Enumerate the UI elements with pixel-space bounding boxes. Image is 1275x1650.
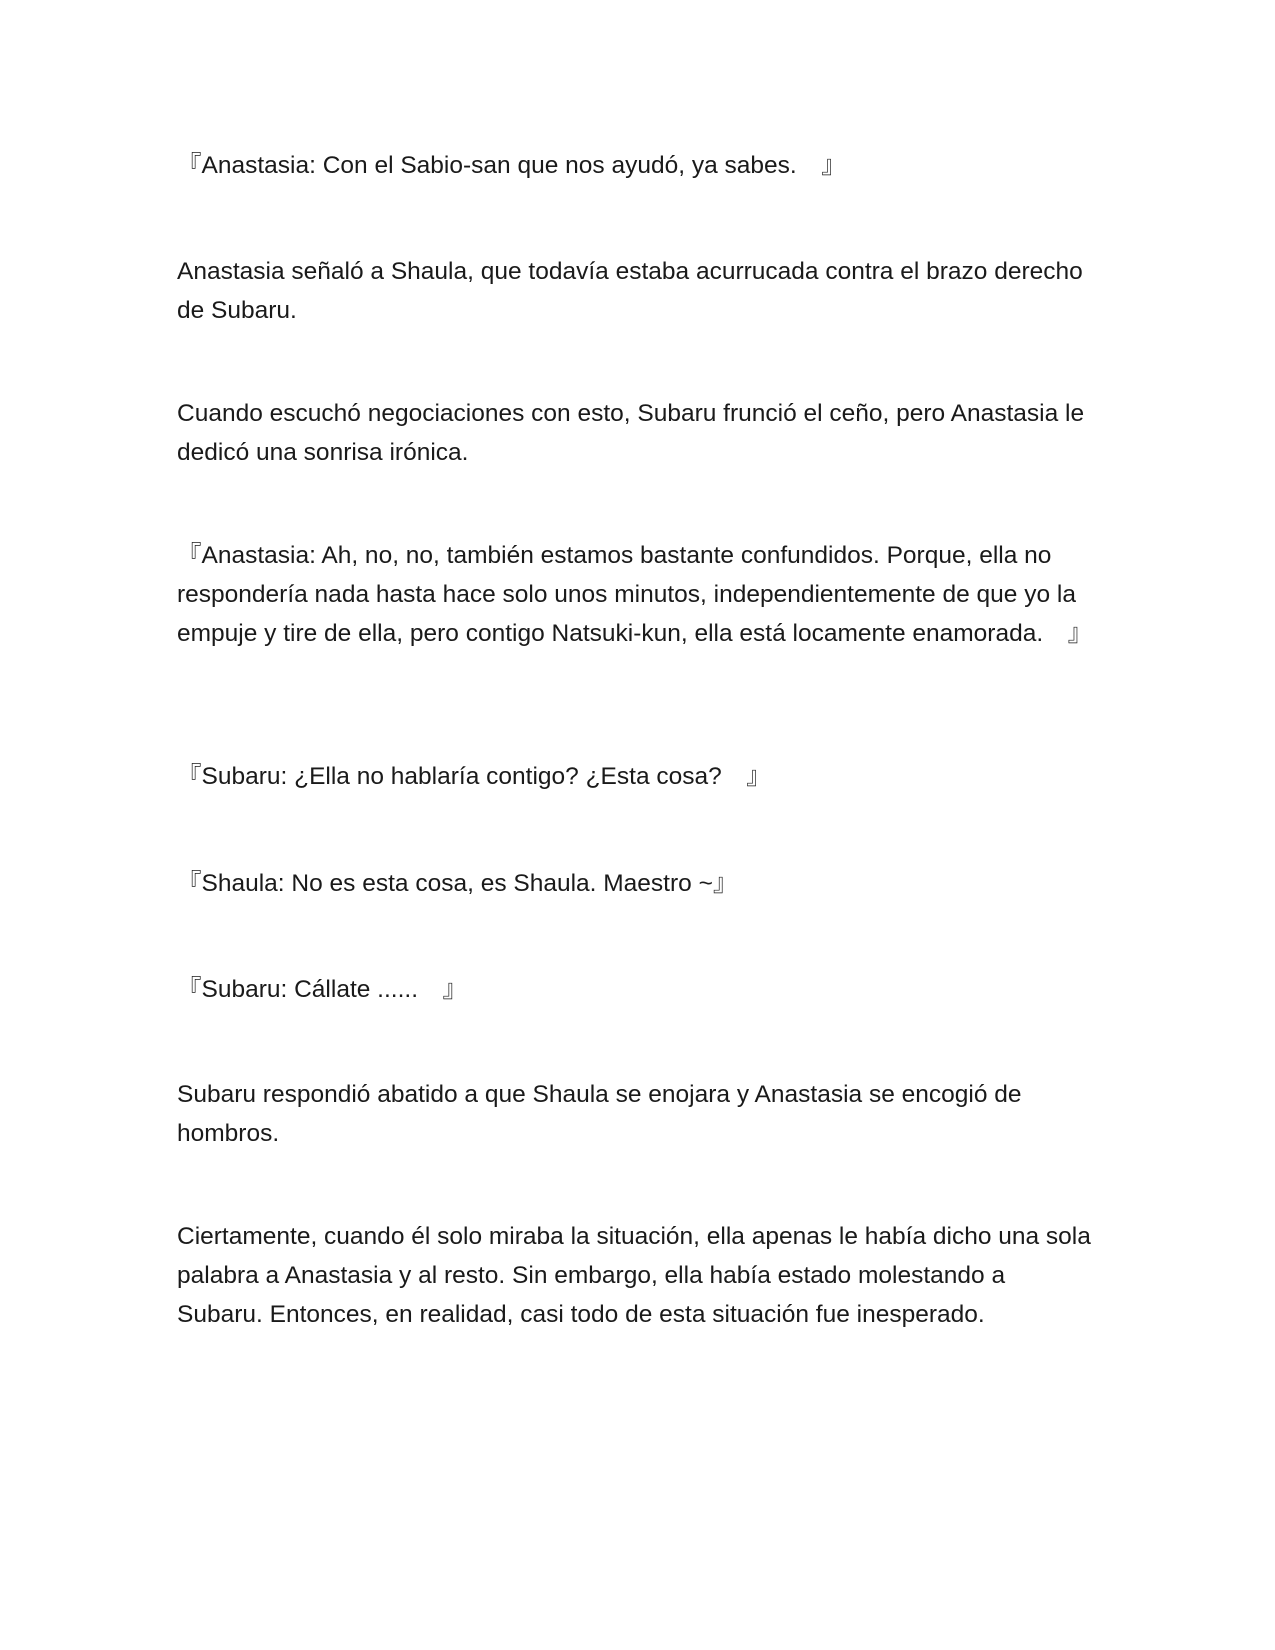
- narration-anastasia-shrug: Subaru respondió abatido a que Shaula se enojara y Anastasia se encogió de hombros.: [177, 1081, 1022, 1147]
- dialogue-subaru-callate: 『Subaru: Cállate ...... 』: [177, 976, 468, 1003]
- narration-unexpected-situation: Ciertamente, cuando él solo miraba la situación, ella apenas le había dicho una sola palabra a Anastasia y al resto. Sin embargo, ella había estado molestando a Subaru. Entonces, en realidad, casi todo de esta situación fue inesperado.: [177, 1223, 1091, 1328]
- dialogue-anastasia-confused: 『Anastasia: Ah, no, no, también estamos bastante confundidos. Porque, ella no respondería nada hasta hace solo unos minutos, independientemente de que yo la empuje y tire de ella, pero contigo Natsuki-kun, ella está locamente enamorada. 』: [177, 542, 1093, 647]
- narration-shaula-arm: Anastasia señaló a Shaula, que todavía estaba acurrucada contra el brazo derecho de Subaru.: [177, 258, 1083, 324]
- dialogue-anastasia-sabio: 『Anastasia: Con el Sabio-san que nos ayudó, ya sabes. 』: [177, 152, 846, 179]
- dialogue-shaula-maestro: 『Shaula: No es esta cosa, es Shaula. Maestro ~』: [177, 870, 738, 897]
- dialogue-subaru-question: 『Subaru: ¿Ella no hablaría contigo? ¿Esta cosa? 』: [177, 763, 771, 790]
- narration-subaru-frown: Cuando escuchó negociaciones con esto, Subaru frunció el ceño, pero Anastasia le dedicó una sonrisa irónica.: [177, 400, 1085, 466]
